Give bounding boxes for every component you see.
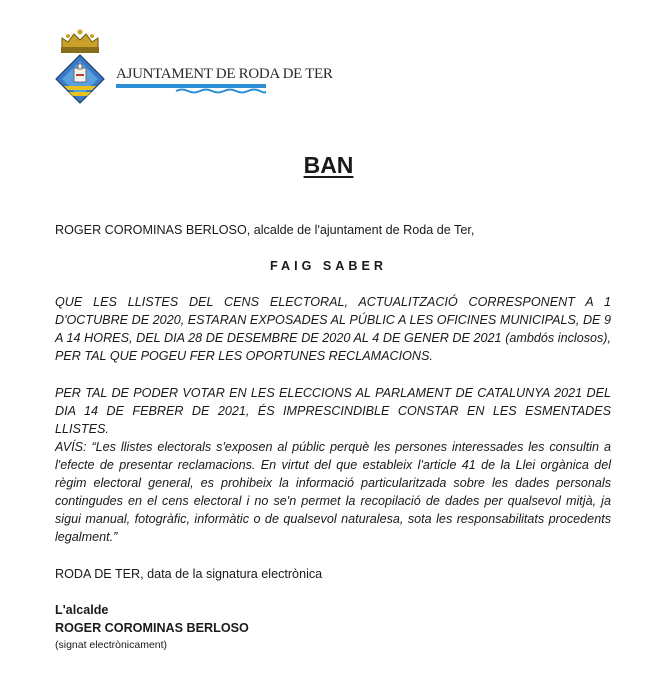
intro-text: ROGER COROMINAS BERLOSO, alcalde de l'ajuntament de Roda de Ter, [55,223,475,237]
signature-title: L'alcalde [55,603,109,617]
faig-saber-heading: FAIG SABER [270,259,387,273]
coat-of-arms-icon [52,28,108,106]
wave-underline [116,84,266,94]
letterhead [52,28,333,108]
date-line: RODA DE TER, data de la signatura electrònica [55,567,323,581]
document-title: BAN [303,152,354,178]
signature-name: ROGER COROMINAS BERLOSO [55,621,249,635]
signature-note: (signat electrònicament) [55,639,168,651]
paragraph-electoral-lists: QUE LES LLISTES DEL CENS ELECTORAL, ACTUALITZACIÓ CORRESPONENT A 1 D'OCTUBRE DE 2020, ESTARAN EXPOSADES AL PÚBLIC A LES OFICINES MUNICIPALS, DE 9 A 14 HORES, DEL DIA 28 DE DESEMBRE DE 2020 AL 4 DE GENER DE 2021 (ambdós inclosos), PER TAL QUE POGEU FER LES OPORTUNES RECLAMACIONS. [55,295,611,363]
organization-name: AJUNTAMENT DE RODA DE TER [116,66,333,82]
paragraph-voting-requirement: PER TAL DE PODER VOTAR EN LES ELECCIONS AL PARLAMENT DE CATALUNYA 2021 DEL DIA 14 DE FEBRER DE 2021, ÉS IMPRESCINDIBLE CONSTAR EN LES ESMENTADES LLISTES. [55,386,611,436]
paragraph-notice: AVÍS: “Les llistes electorals s'exposen al públic perquè les persones interessades les consultin a l'efecte de presentar reclamacions. En virtut del que estableix l'article 41 de la Llei orgànica del règim electoral general, es prohibeix la informació particularitzada sobre les dades personals contingudes en el cens electoral i no se'n permet la recopilació de dades per qualsevol mitjà, ja sigui manual, fotogràfic, informàtic o de qualsevol naturalesa, sota les responsabilitats procedents legalment.” [55,440,611,544]
